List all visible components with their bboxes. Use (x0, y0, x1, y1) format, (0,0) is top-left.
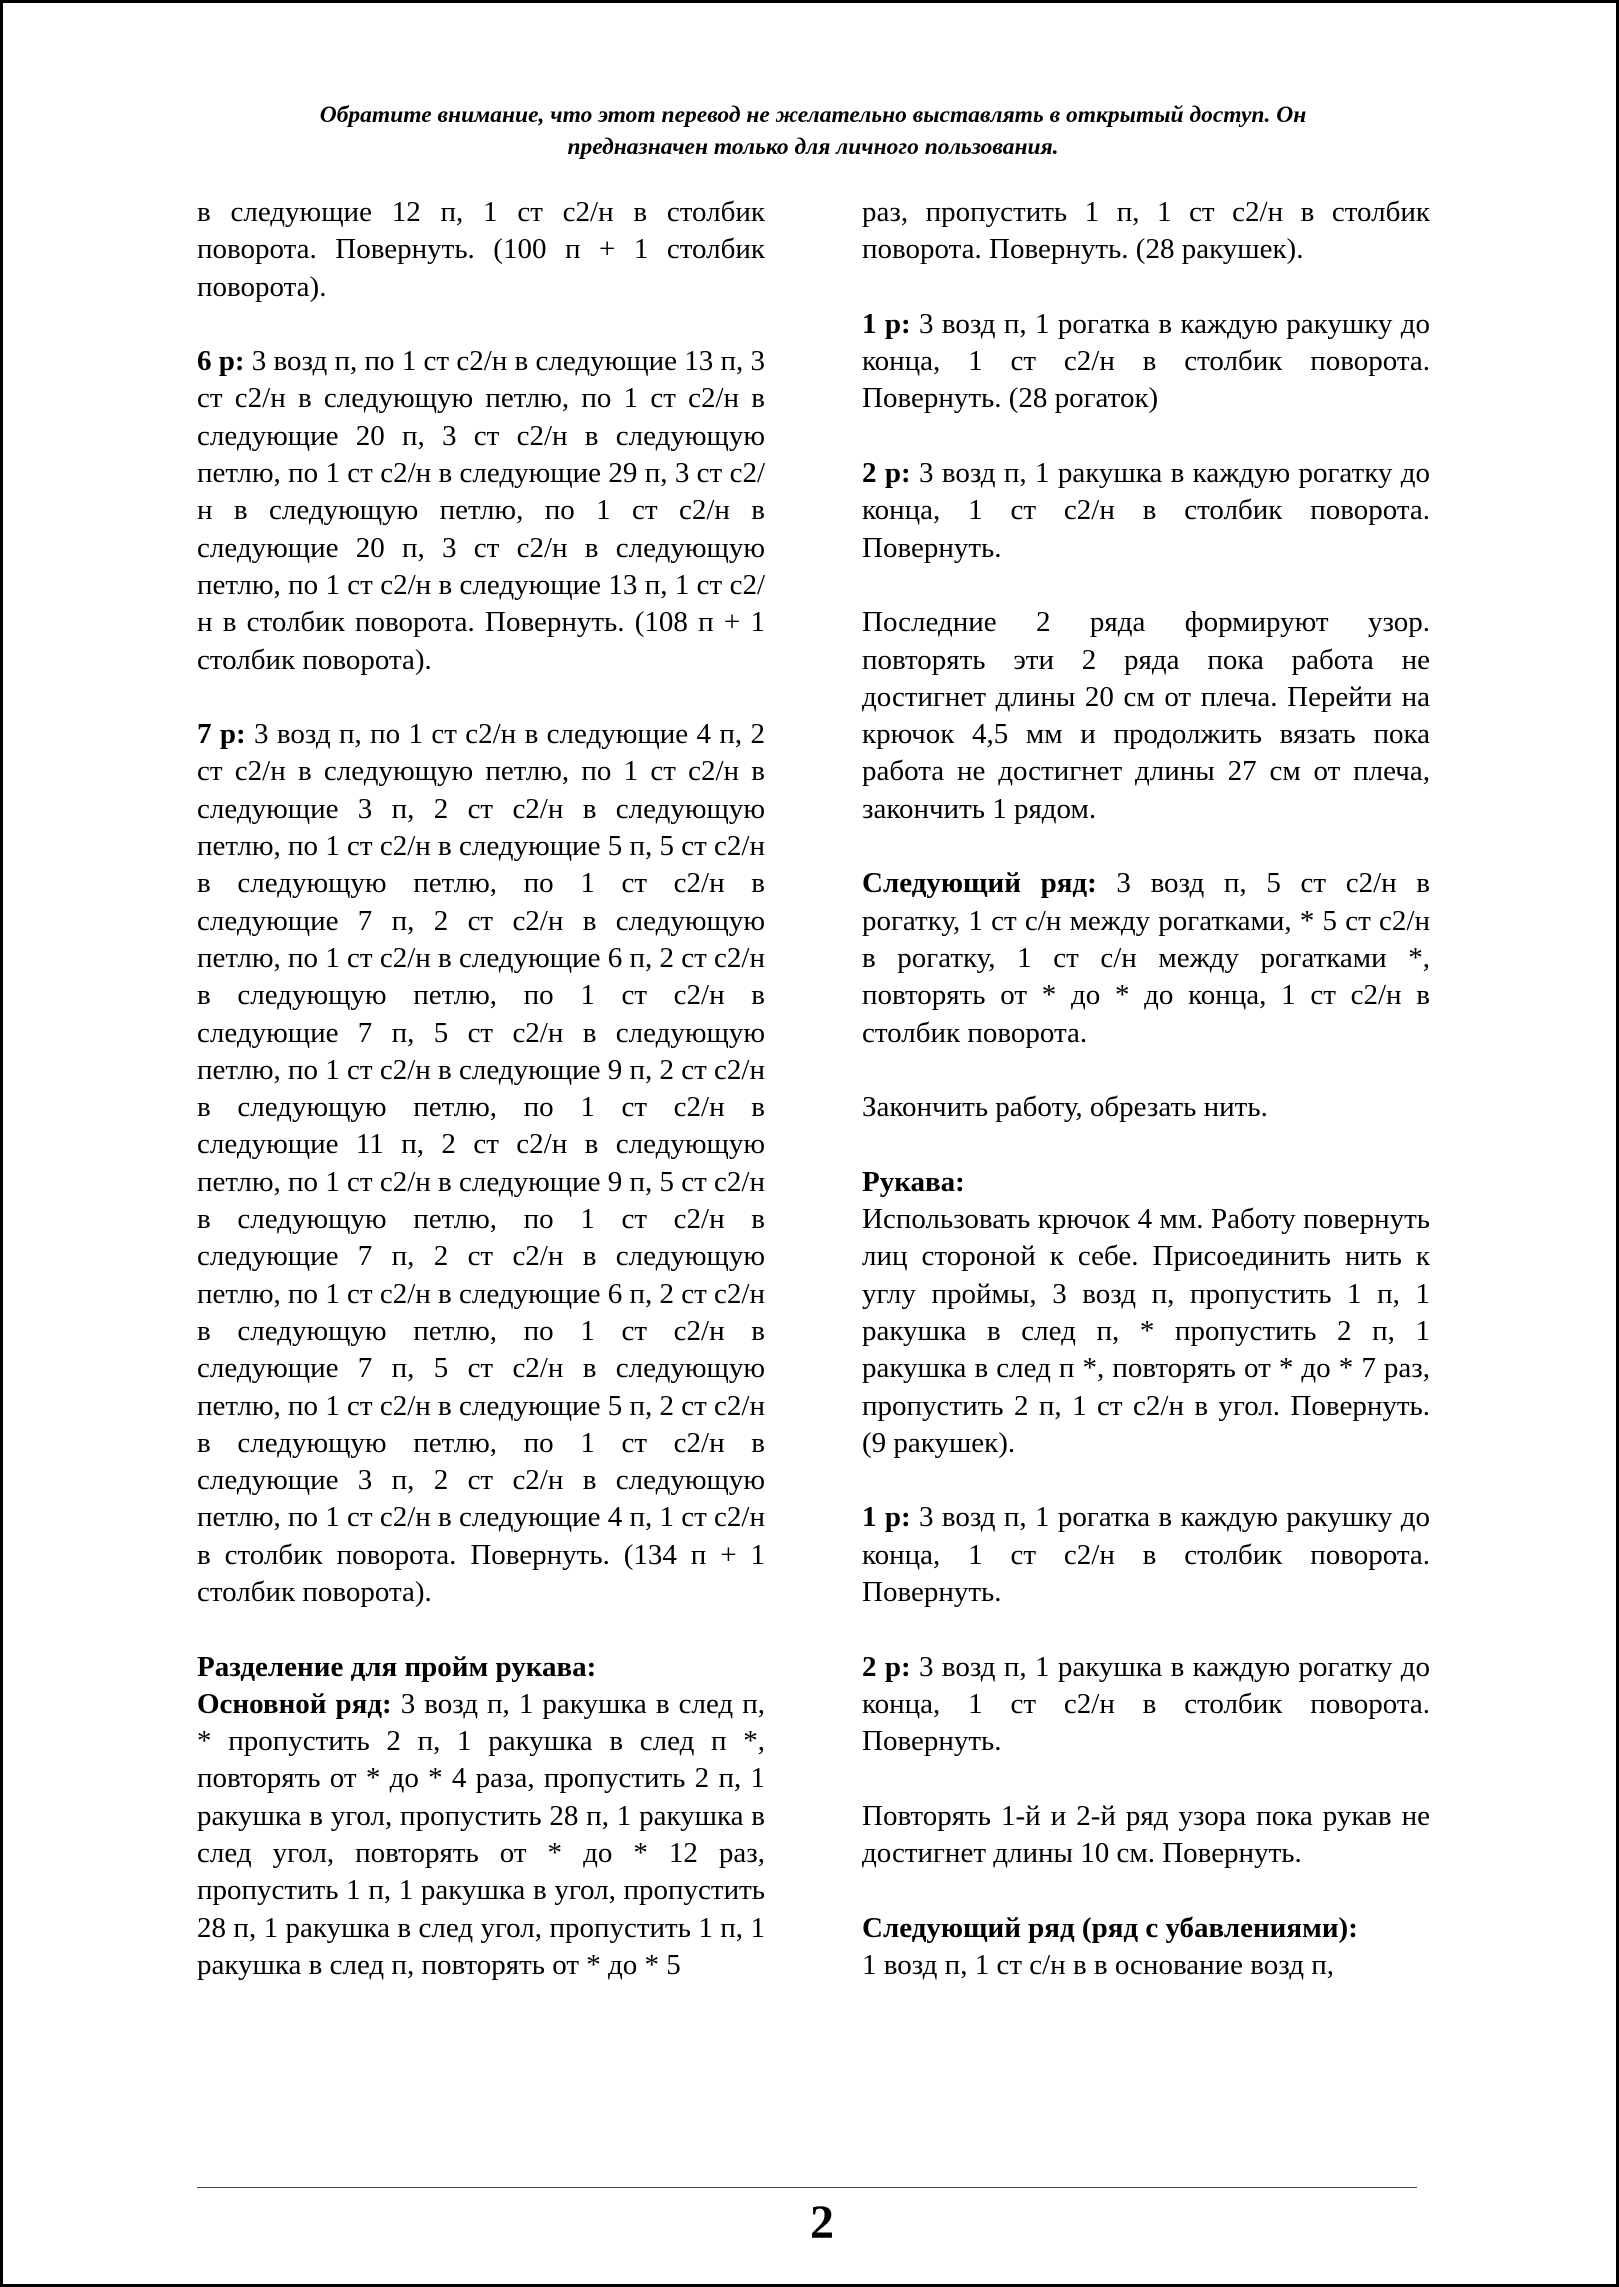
left-column (197, 194, 765, 1984)
row-6-instruction (197, 343, 765, 679)
row-text: 3 возд п, 1 ракушка в след п, * пропустить 2 п, 1 ракушка в след п *, повторять от * до * 4 раза, пропустить 2 п, 1 ракушка в угол, пропустить 28 п, 1 ракушка в след угол, повторять от * до * 12 раз, пропустить 1 п, 1 ракушка в угол, пропустить 28 п, 1 ракушка в след угол, пропустить 1 п, 1 ракушка в след п, повторять от * до * 5 (197, 1687, 766, 1981)
notice-line-1: Обратите внимание, что этот перевод не желательно выставлять в открытый доступ. Он (319, 102, 1307, 128)
row-1-instruction (862, 306, 1430, 418)
sleeve-row-2-instruction (862, 1649, 1430, 1761)
paragraph: Закончить работу, обрезать нить. (862, 1091, 1268, 1124)
row-label: Следующий ряд: (862, 867, 1097, 900)
row-text: 3 возд п, 1 рогатка в каждую ракушку до конца, 1 ст с2/н в столбик поворота. Повернуть. (28 рогаток) (862, 307, 1430, 415)
decrease-row-text: 1 возд п, 1 ст с/н в в основание возд п, (862, 1948, 1334, 1981)
paragraph: Использовать крючок 4 мм. Работу повернуть лиц стороной к себе. Присоединить нить к углу проймы, 3 возд п, пропустить 1 п, 1 ракушка в след п, * пропустить 2 п, 1 ракушка в след п *, повторять от * до * 7 раз, пропустить 2 п, 1 ст с2/н в угол. Повернуть. (9 ракушек). (862, 1203, 1430, 1459)
row-text: 3 возд п, 1 рогатка в каждую ракушку до конца, 1 ст с2/н в столбик поворота. Повернуть. (862, 1501, 1430, 1608)
row-7-instruction (197, 716, 765, 1611)
row-text: 3 возд п, 1 ракушка в каждую рогатку до конца, 1 ст с2/н в столбик поворота. Повернуть. (862, 1650, 1430, 1758)
base-row-instruction (197, 1686, 765, 1984)
right-column (862, 194, 1430, 1984)
section-heading: Разделение для пройм рукава: (197, 1650, 597, 1683)
footer-divider (197, 2187, 1417, 2188)
row-label: 7 р: (197, 718, 246, 751)
notice-line-2: предназначен только для личного пользования. (567, 134, 1059, 160)
row-label: 2 р: (862, 457, 911, 490)
sleeves-heading: Рукава: (862, 1165, 965, 1198)
row-label: 1 р: (862, 307, 911, 340)
row-text: 3 возд п, по 1 ст с2/н в следующие 4 п, 2 ст с2/н в следующую петлю, по 1 ст с2/н в следующие 3 п, 2 ст с2/н в следующую петлю, по 1 ст с2/н в следующие 5 п, 5 ст с2/н в следующую петлю, по 1 ст с2/н в следующие 7 п, 2 ст с2/н в следующую петлю, по 1 ст с2/н в следующие 6 п, 2 ст с2/н в следующую петлю, по 1 ст с2/н в следующие 7 п, 5 ст с2/н в следующую петлю, по 1 ст с2/н в следующие 9 п, 2 ст с2/н в следующую петлю, по 1 ст с2/н в следующие 11 п, 2 ст с2/н в следующую петлю, по 1 ст с2/н в следующие 9 п, 5 ст с2/н в следующую петлю, по 1 ст с2/н в следующие 7 п, 2 ст с2/н в следующую петлю, по 1 ст с2/н в следующие 6 п, 2 ст с2/н в следующую петлю, по 1 ст с2/н в следующие 7 п, 5 ст с2/н в следующую петлю, по 1 ст с2/н в следующие 5 п, 2 ст с2/н в следующую петлю, по 1 ст с2/н в следующие 3 п, 2 ст с2/н в следующую петлю, по 1 ст с2/н в следующие 4 п, 1 ст с2/н в столбик поворота. Повернуть. (134 п + 1 столбик поворота). (197, 718, 765, 1608)
paragraph: раз, пропустить 1 п, 1 ст с2/н в столбик поворота. Повернуть. (28 ракушек). (862, 196, 1430, 266)
row-2-instruction (862, 455, 1430, 567)
row-text: 3 возд п, 5 ст с2/н в рогатку, 1 ст с/н между рогатками, * 5 ст с2/н в рогатку, 1 ст с/н между рогатками *, повторять от * до * до конца, 1 ст с2/н в столбик поворота. (862, 867, 1430, 1049)
row-text: 3 возд п, по 1 ст с2/н в следующие 13 п, 3 ст с2/н в следующую петлю, по 1 ст с2/н в следующие 20 п, 3 ст с2/н в следующую петлю, по 1 ст с2/н в следующие 29 п, 3 ст с2/н в следующую петлю, по 1 ст с2/н в следующие 20 п, 3 ст с2/н в следующую петлю, по 1 ст с2/н в следующие 13 п, 1 ст с2/н в столбик поворота. Повернуть. (108 п + 1 столбик поворота). (197, 345, 765, 676)
row-label: 6 р: (197, 345, 245, 378)
row-label: 1 р: (862, 1501, 911, 1534)
row-label: Основной ряд: (197, 1687, 392, 1720)
copyright-notice (153, 99, 1473, 163)
decrease-row-heading: Следующий ряд (ряд с убавлениями): (862, 1911, 1358, 1944)
paragraph: в следующие 12 п, 1 ст с2/н в столбик поворота. Повернуть. (100 п + 1 столбик поворота). (197, 196, 765, 303)
paragraph: Повторять 1-й и 2-й ряд узора пока рукав не достигнет длины 10 см. Повернуть. (862, 1799, 1430, 1870)
sleeve-row-1-instruction (862, 1499, 1430, 1611)
paragraph: Последние 2 ряда формируют узор. повторять эти 2 ряда пока работа не достигнет длины 20 см от плеча. Перейти на крючок 4,5 мм и продолжить вязать пока работа не достигнет длины 27 см от плеча, закончить 1 рядом. (862, 606, 1430, 825)
next-row-instruction (862, 865, 1430, 1051)
page-number: 2 (810, 2196, 834, 2249)
row-text: 3 возд п, 1 ракушка в каждую рогатку до конца, 1 ст с2/н в столбик поворота. Повернуть. (862, 457, 1430, 564)
row-label: 2 р: (862, 1650, 911, 1683)
